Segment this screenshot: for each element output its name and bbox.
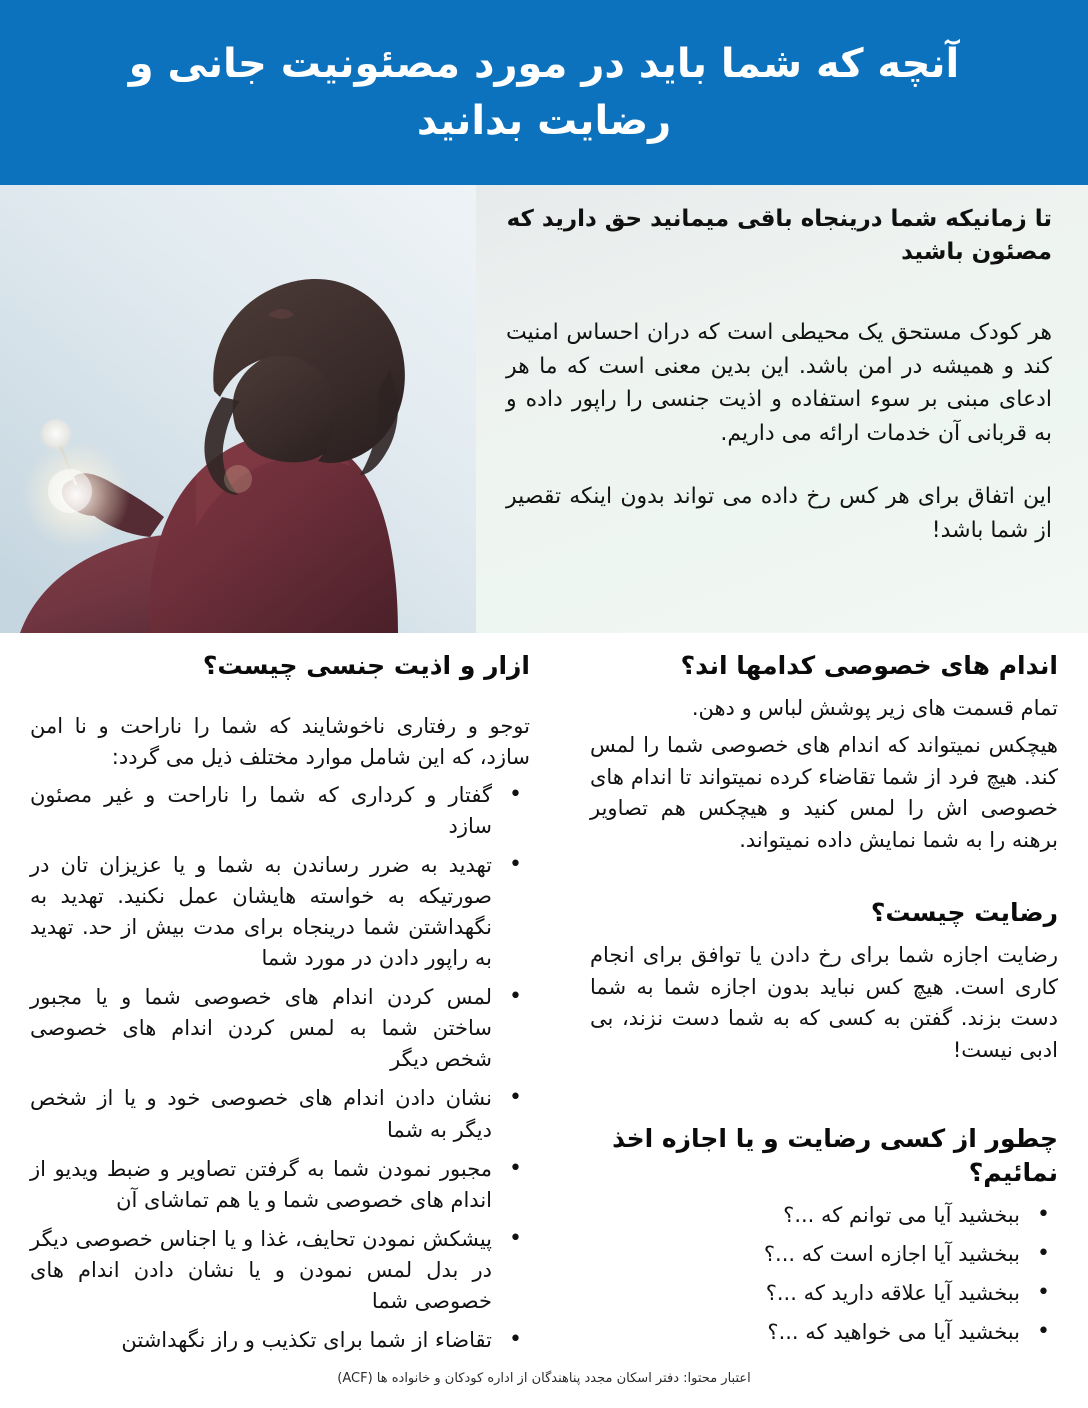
abuse-bullet-list [30, 780, 530, 1356]
column-left [0, 649, 560, 1364]
abuse-bullet-item: • گفتار و کرداری که شما را ناراحت و غیر مصئون سازد [30, 780, 496, 842]
consent-paragraph-1: رضایت اجازه شما برای رخ دادن یا توافق برای انجام کاری است. هیچ کس نباید بدون اجازه شما به شما دست بزند. گفتن به کسی که به شما دست نزند، بی ادبی نیست! [590, 943, 1058, 1062]
abuse-intro-paragraph: توجو و رفتاری ناخوشایند که شما را ناراحت و نا امن سازد، که این شامل موارد مختلف ذیل می گردد: [30, 713, 530, 770]
how-to-ask-bullet-item: • ببخشید آیا علاقه دارید که ...؟ [590, 1278, 1024, 1309]
abuse-bullet-item: • تقاضاء از شما برای تکذیب و راز نگهداشتن [30, 1325, 496, 1356]
hero-text-panel [476, 185, 1088, 633]
abuse-bullet-item: • پیشکش نمودن تحایف، غذا و یا اجناس خصوصی دیگر در بدل لمس نمودن و یا نشان دادن اندام های خصوصی شما [30, 1224, 496, 1317]
abuse-bullet-item: • مجبور نمودن شما به گرفتن تصاویر و ضبط ویدیو از اندام های خصوصی شما و یا هم تماشای آن [30, 1154, 496, 1216]
how-to-ask-bullet-item: • ببخشید آیا می توانم که ...؟ [590, 1200, 1024, 1231]
hero-section [0, 185, 1088, 633]
abuse-bullet-item: • نشان دادن اندام های خصوصی خود و یا از شخص دیگر به شما [30, 1083, 496, 1145]
page-header-band [0, 0, 1088, 185]
content-columns [0, 633, 1088, 1364]
abuse-bullet-item: • لمس کردن اندام های خصوصی شما و یا مجبور ساختن شما به لمس کردن اندام های خصوصی شخص دیگر [30, 982, 496, 1075]
hero-subtitle: تا زمانیکه شما درینجاه باقی میمانید حق دارید که مصئون باشید [506, 206, 1052, 265]
silhouette-girl-dandelion-illustration [0, 185, 476, 633]
how-to-ask-bullet-item: • ببخشید آیا اجازه است که ...؟ [590, 1239, 1024, 1270]
heading-sexual-abuse: ازار و اذیت جنسی چیست؟ [202, 651, 530, 680]
page-title: آنچه که شما باید در مورد مصئونیت جانی و رضایت بدانید [128, 40, 960, 144]
how-to-ask-bullet-list [590, 1200, 1058, 1348]
how-to-ask-bullet-item: • ببخشید آیا می خواهید که ...؟ [590, 1317, 1024, 1348]
hero-photo [0, 185, 476, 633]
hero-paragraph-2: این اتفاق برای هر کس رخ داده می تواند بدون اینکه تقصیر از شما باشد! [506, 484, 1052, 543]
abuse-bullet-item: • تهدید به ضرر رساندن به شما و یا عزیزان تان در صورتیکه به خواسته هایشان عمل نکنید. تهدید به نگهداشتن شما درینجاه برای مدت بیش از حد. تهدید به راپور دادن در مورد شما [30, 850, 496, 974]
heading-consent: رضایت چیست؟ [870, 898, 1058, 928]
hero-paragraph-1: هر کودک مستحق یک محیطی است که دران احساس امنیت کند و همیشه در امن باشد. این بدین معنی است که ما هر ادعای مبنی بر سوء استفاده و اذیت جنسی را راپور داده و به قربانی آن خدمات ارائه می داریم. [506, 320, 1052, 446]
heading-how-to-ask: چطور از کسی رضایت و یا اجازه اخذ نمائیم؟ [612, 1124, 1058, 1187]
heading-private-parts: اندام های خصوصی کدامها اند؟ [680, 651, 1058, 680]
column-right [560, 649, 1088, 1364]
private-parts-paragraph-2: هیچکس نمیتواند که اندام های خصوصی شما را لمس کند. هیچ فرد از شما تقاضاء کرده نمیتواند تا اندام های خصوصی اش را لمس کنید و هیچکس هم تصاویر برهنه را به شما نمایش داده نمیتواند. [590, 733, 1058, 852]
footer-credit: اعتبار محتوا: دفتر اسکان مجدد پناهندگان از اداره کودکان و خانواده ها (ACF) [337, 1370, 751, 1386]
private-parts-paragraph-1: تمام قسمت های زیر پوشش لباس و دهن. [691, 695, 1058, 720]
